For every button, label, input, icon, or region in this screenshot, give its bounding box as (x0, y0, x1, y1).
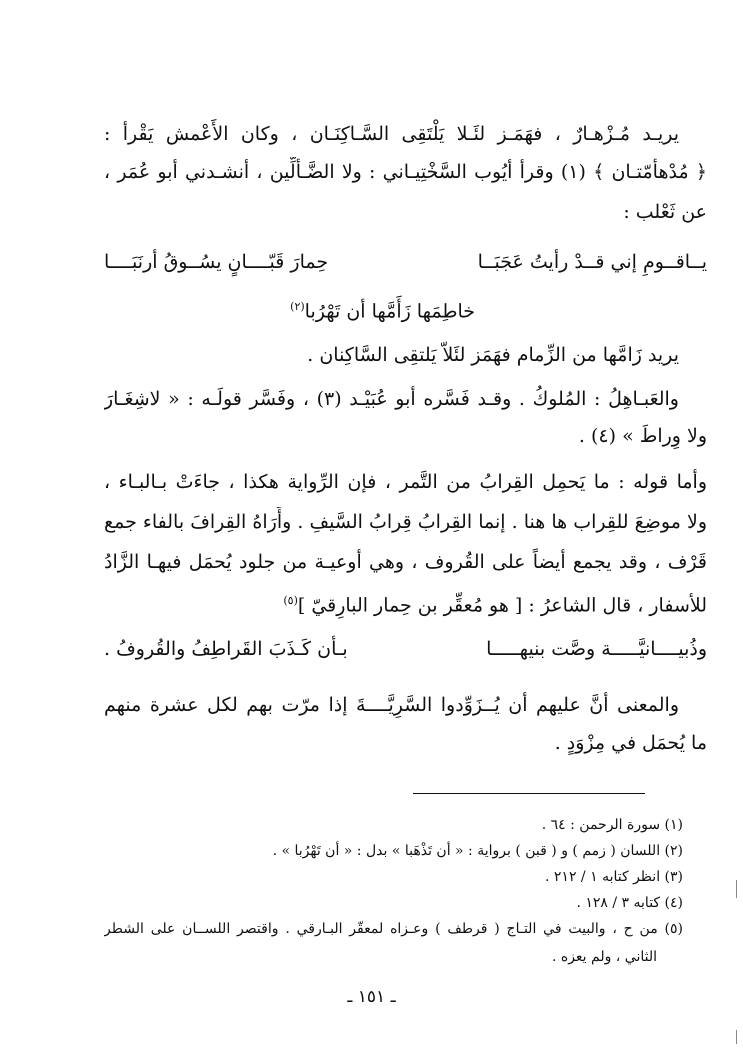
body-line-2: ﴿ مُدْهأمّتـان ﴾ (١) وقرأ أيُوب السَّخْتِيـاني : ولا الضَّـأَلِّين ، أنشـدني أبو عُمَر ، (104, 161, 707, 183)
verse2-second-hemistich: بـأن كَـذَبَ القَراطِفُ والقُروفُ . (104, 638, 348, 660)
body-para3-line1: والعَبـاهِلُ : المُلوكُ . وقـد فَسَّره أبو عُبَيْـد (٣) ، وفَسَّر قولَـه : « لاشِغَـارَ (104, 388, 679, 410)
scan-speck (736, 1030, 737, 1044)
footnote-1: (١) سورة الرحمن : ٦٤ . (541, 817, 683, 833)
footnote-5-line1: (٥) من ح ، والبيت في التـاج ( قرطف ) وعـزاه لمعقّر البـارقي . واقتصر اللســان على الشطر (104, 921, 683, 937)
footnote-5-line2: الثاني ، ولم يعزه . (551, 949, 657, 965)
body-para4-line2: ولا موضِعَ للقِراب ها هنا . إنما القِرابُ قِرابُ السَّيفِ . وأَرَاهُ القِرافَ بالفاء جمع (104, 511, 707, 533)
verse1-line2 (290, 292, 475, 326)
body-para4-line4 (104, 586, 707, 620)
verse1-second-hemistich: حِمارَ قَبّــــانٍ يسُــوقُ أرنَبَــــا (104, 251, 329, 273)
footnote-2: (٢) اللسان ( زمم ) و ( قبن ) برواية : « أن تَذْهَبا » بدل : « أن تَهْرُبا » . (272, 843, 683, 859)
page-number: ـ ١٥١ ـ (347, 987, 396, 1007)
body-para5-line2: ما يُحمَل في مِزْوَدٍ . (554, 732, 707, 754)
verse1-line2-text: خاطِمَها زَأَمَّها أن تَهْرُبا (304, 300, 475, 323)
footnote-ref-5: (٥) (283, 594, 298, 607)
footnote-ref-2: (٢) (290, 300, 305, 313)
verse2-first-hemistich: وذُبيــــانيَّـــــة وصَّت بنيهـــــا (486, 638, 707, 660)
body-line-1: يريـد مُـزْهـارٌ ، فهَمَـز لئَـلا يَلْتَقِى السَّـاكِنَـان ، وكان الأَعْمش يَقْرأ : (104, 123, 679, 145)
body-line-3: عن ثَعْلب : (623, 201, 707, 223)
verse1-first-hemistich: يــاقــومِ إني قــدْ رأيتُ عَجَبَــا (477, 251, 707, 273)
scan-speck (736, 880, 737, 898)
footnote-separator (413, 793, 645, 794)
body-para5-line1: والمعنى أنَّ عليهم أن يُــزَوِّدوا السَّرِيَّــــةَ إذا مرّت بهم لكل عشرة منهم (104, 694, 679, 716)
body-para4-line1: وأما قوله : ما يَحمِل القِرابُ من التَّمر ، فإن الرِّواية هكذا ، جاءَتْ بـالبـاء ، (104, 471, 707, 493)
body-para3-line2: ولا وِراطَ » (٤) . (578, 425, 707, 447)
footnote-3: (٣) انظر كتابه ١ / ٢١٢ . (545, 869, 683, 885)
body-para2: يريد زَامَّها من الزِّمام فهَمَز لئَلاّ يَلتقِى السَّاكِنان . (307, 344, 679, 366)
body-para4-line3: قَرْف ، وقد يجمع أيضاً على القُروف ، وهي أوعيـة من جلود يُحمَل فيهـا الزَّادُ (104, 551, 707, 573)
footnote-4: (٤) كتابه ٣ / ١٢٨ . (576, 895, 683, 911)
body-para4-line4-text: للأسفار ، قال الشاعرُ : [ هو مُعقِّر بن حِمار البارِقيّ ] (297, 594, 707, 617)
